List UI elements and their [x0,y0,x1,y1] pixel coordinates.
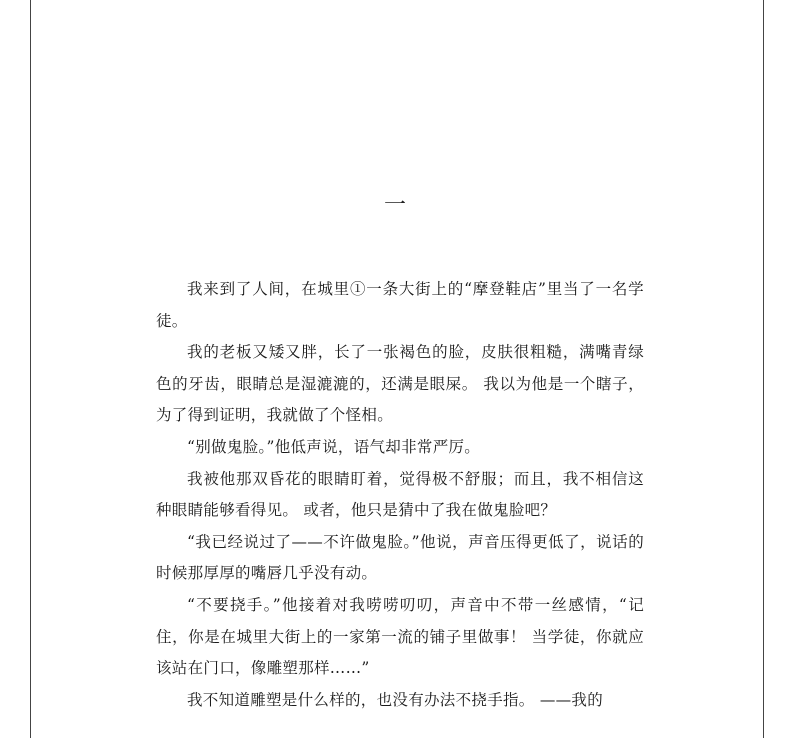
chapter-heading: 一 [383,193,406,218]
paragraph: 我不知道雕塑是什么样的，也没有办法不挠手指。 ——我的 [187,690,604,709]
paragraph: “别做鬼脸。”他低声说，语气却非常严厉。 [187,437,481,456]
paragraph: 我来到了人间，在城里①一条大街上的“摩登鞋店”里当了一名学徒。 [156,280,644,330]
paragraph: “我已经说过了——不许做鬼脸。”他说，声音压得更低了，说话的时候那厚厚的嘴唇几乎没有动。 [156,532,644,583]
paragraph: 我被他那双昏花的眼睛盯着，觉得极不舒服；而且，我不相信这种眼睛能够看得见。 或者，他只是猜中了我在做鬼脸吧？ [156,469,644,520]
body-text [156,274,644,716]
paragraph: 我的老板又矮又胖，长了一张褐色的脸，皮肤很粗糙，满嘴青绿色的牙齿，眼睛总是湿漉漉的，还满是眼屎。 我以为他是一个瞎子，为了得到证明，我就做了个怪相。 [156,343,644,425]
paragraph: “不要挠手。”他接着对我唠唠叨叨，声音中不带一丝感情，“记住，你是在城里大街上的一家第一流的铺子里做事！ 当学徒，你就应该站在门口，像雕塑那样……” [156,595,644,678]
